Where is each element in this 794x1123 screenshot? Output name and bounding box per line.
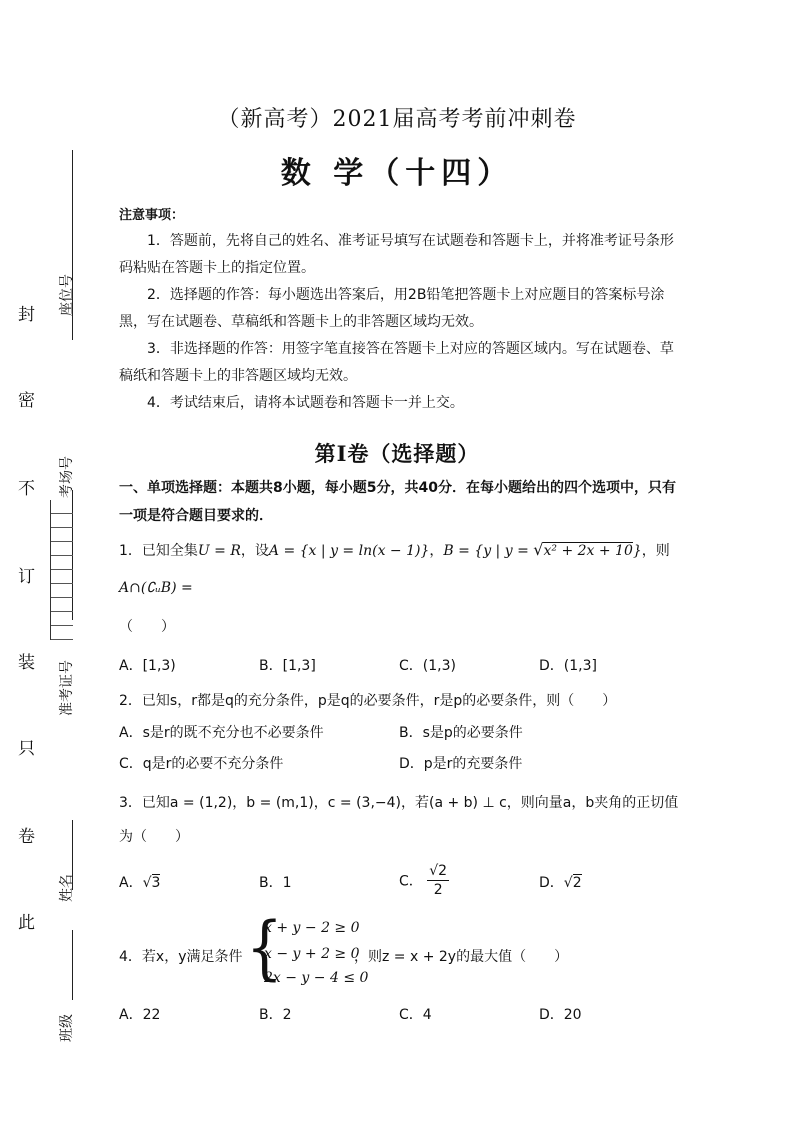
q3-option-b: B．1	[259, 875, 292, 891]
q4-option-a: A．22	[119, 1007, 161, 1023]
q1-set-b-radicand: x² + 2x + 10	[543, 543, 633, 559]
seal-char-3: 不	[18, 479, 35, 499]
question-4-suffix: ，则z = x + 2y的最大值（ ）	[354, 949, 569, 965]
name-label: 姓名	[59, 874, 75, 902]
seat-number-label: 座位号	[59, 274, 75, 316]
q3-option-d-radicand: 2	[572, 875, 582, 891]
admission-number-label: 准考证号	[59, 660, 75, 716]
q3-option-c-numerator: √2	[429, 863, 448, 879]
constraint-1: x + y − 2 ≥ 0	[264, 920, 360, 936]
constraint-brace: {	[246, 906, 283, 988]
question-1-stem: 1．已知全集U = R，设A = {x | y = ln(x − 1)}，B = {y | y = √x² + 2x + 10}，则	[119, 540, 670, 559]
question-2-stem: 2．已知s，r都是q的充分条件，p是q的必要条件，r是p的必要条件，则（ ）	[119, 693, 617, 709]
exam-title: （新高考）2021届高考考前冲刺卷	[217, 107, 577, 132]
seal-char-8: 此	[18, 913, 35, 933]
section-instruction: 一、单项选择题：本题共8小题，每小题5分，共40分．在每小题给出的四个选项中，只有一项是符合题目要求的．	[119, 480, 676, 524]
exam-room-label: 考场号	[59, 456, 75, 498]
q3-option-d-label: D．	[539, 875, 564, 891]
q3-option-a: A．√3	[119, 875, 161, 891]
seal-char-4: 订	[18, 567, 35, 587]
question-3-stem-line2: 为（ ）	[119, 829, 189, 845]
seal-char-1: 封	[18, 305, 35, 325]
q1-option-a: A．[1,3)	[119, 658, 176, 674]
question-1-expression: A∩(∁ᵤB) =	[119, 580, 193, 596]
notice-item-2: 2．选择题的作答：每小题选出答案后，用2B铅笔把答题卡上对应题目的答案标号涂黑，写在试题卷、草稿纸和答题卡上的非答题区域均无效。	[119, 287, 665, 330]
question-3-stem: 3．已知a = (1,2)，b = (m,1)，c = (3,−4)，若(a + b) ⊥ c，则向量a，b夹角的正切值	[119, 795, 679, 811]
constraint-2: x − y + 2 ≥ 0	[264, 946, 360, 962]
seal-char-2: 密	[18, 391, 35, 411]
q1-universe: U = R	[197, 543, 241, 559]
q1-option-b: B．[1,3]	[259, 658, 316, 674]
seal-char-7: 卷	[18, 827, 35, 847]
q3-option-a-radicand: 3	[151, 875, 161, 891]
q3-option-a-label: A．	[119, 875, 143, 891]
q1-set-b-suffix: }	[632, 543, 642, 559]
q3-option-d: D．√2	[539, 875, 582, 891]
q2-option-a: A．s是r的既不充分也不必要条件	[119, 725, 324, 741]
q1-set-a: A = {x | y = ln(x − 1)}	[268, 543, 430, 559]
seal-char-5: 装	[18, 653, 35, 673]
notice-item-1: 1．答题前，先将自己的姓名、准考证号填写在试题卷和答题卡上，并将准考证号条形码粘贴在答题卡上的指定位置。	[119, 233, 674, 276]
q2-option-b: B．s是p的必要条件	[399, 725, 523, 741]
section-title: 第Ⅰ卷（选择题）	[314, 441, 480, 466]
binding-line-class	[72, 930, 73, 1000]
constraint-3: 2x − y − 4 ≤ 0	[264, 970, 369, 986]
q4-option-d: D．20	[539, 1007, 582, 1023]
question-4-prefix: 4．若x，y满足条件	[119, 949, 243, 965]
question-1-blank: （ ）	[119, 619, 175, 635]
seal-char-6: 只	[18, 739, 35, 759]
q1-option-c: C．(1,3)	[399, 658, 456, 674]
q1-prefix: 1．已知全集	[119, 543, 198, 559]
admission-number-grid	[50, 500, 73, 640]
q3-option-c	[399, 862, 449, 899]
q1-end: ，则	[641, 543, 670, 559]
q1-set-b-prefix: B = {y | y =	[443, 543, 534, 559]
exam-subtitle: 数 学（十四）	[280, 156, 514, 191]
q2-option-d: D．p是r的充要条件	[399, 756, 523, 772]
notice-item-4: 4．考试结束后，请将本试题卷和答题卡一并上交。	[147, 395, 464, 411]
q4-option-c: C．4	[399, 1007, 432, 1023]
notice-heading: 注意事项：	[119, 208, 185, 223]
q3-option-c-label: C．	[399, 873, 423, 890]
notice-item-3: 3．非选择题的作答：用签字笔直接答在答题卡上对应的答题区域内。写在试题卷、草稿纸和答题卡上的非答题区域均无效。	[119, 341, 674, 384]
class-label: 班级	[59, 1014, 75, 1042]
q1-option-d: D．(1,3]	[539, 658, 597, 674]
q1-mid: ，设	[240, 543, 269, 559]
q3-option-c-denominator: 2	[433, 882, 443, 898]
q2-option-c: C．q是r的必要不充分条件	[119, 756, 284, 772]
q4-option-b: B．2	[259, 1007, 292, 1023]
